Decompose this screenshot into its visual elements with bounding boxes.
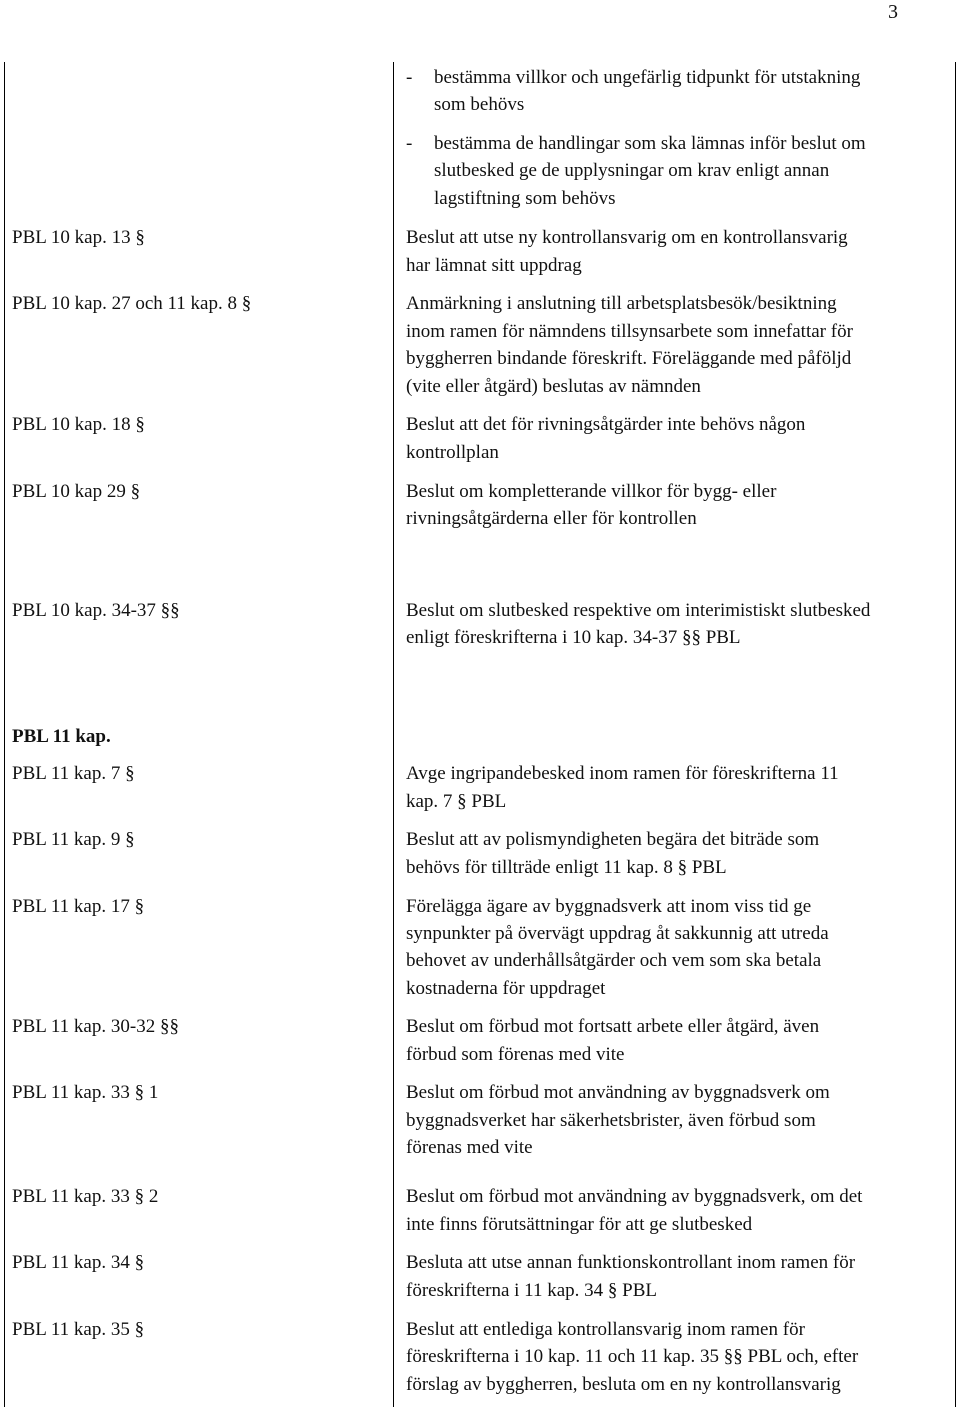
decision-text: byggnadsverket har säkerhetsbrister, även förbud som [406,1110,816,1131]
decision-text: inom ramen för nämndens tillsynsarbete som innefattar för [406,321,853,342]
decision-text: kontrollplan [406,442,499,463]
decision-text: Beslut om kompletterande villkor för bygg- eller [406,481,777,502]
decision-text: Besluta att utse annan funktionskontrollant inom ramen för [406,1252,856,1273]
decision-text: enligt föreskrifterna i 10 kap. 34-37 §§ PBL [406,627,741,648]
decision-text: synpunkter på övervägt uppdrag åt sakkunnig att utreda [406,923,829,944]
decision-text: Anmärkning i anslutning till arbetsplatsbesök/besiktning [406,293,837,314]
decision-text: behovet av underhållsåtgärder och vem som ska betala [406,950,822,971]
decision-text: Beslut att entlediga kontrollansvarig inom ramen för [406,1319,805,1340]
bullet-text: som behövs [434,94,525,115]
decision-text: Beslut att utse ny kontrollansvarig om en kontrollansvarig [406,227,848,248]
decision-text: förslag av byggherren, besluta om en ny kontrollansvarig [406,1374,841,1395]
legal-reference: PBL 10 kap. 18 § [12,414,145,435]
decision-text: Beslut om slutbesked respektive om interimistiskt slutbesked [406,600,871,621]
legal-reference: PBL 11 kap. 33 § 2 [12,1186,159,1207]
decision-text: förenas med vite [406,1137,533,1158]
legal-reference: PBL 10 kap 29 § [12,481,141,502]
bullet-text: slutbesked ge de upplysningar om krav enligt annan [434,160,830,181]
legal-reference: PBL 11 kap. 17 § [12,896,145,917]
decision-text: (vite eller åtgärd) beslutas av nämnden [406,376,701,397]
legal-reference: PBL 11 kap. 7 § [12,763,135,784]
decision-text: byggherren bindande föreskrift. Föreläggande med påföljd [406,348,852,369]
decision-text: Beslut att av polismyndigheten begära det biträde som [406,829,820,850]
bullet-text: bestämma de handlingar som ska lämnas inför beslut om [434,133,866,154]
decision-text: föreskrifterna i 10 kap. 11 och 11 kap. 35 §§ PBL och, efter [406,1346,859,1367]
decision-text: Beslut om förbud mot fortsatt arbete eller åtgärd, även [406,1016,820,1037]
decision-text: rivningsåtgärderna eller för kontrollen [406,508,697,529]
decision-text: Avge ingripandebesked inom ramen för föreskrifterna 11 [406,763,839,784]
section-heading: PBL 11 kap. [12,726,111,747]
legal-reference: PBL 11 kap. 35 § [12,1319,145,1340]
decision-text: inte finns förutsättningar för att ge slutbesked [406,1214,753,1235]
bullet-text: bestämma villkor och ungefärlig tidpunkt för utstakning [434,67,861,88]
legal-reference: PBL 11 kap. 9 § [12,829,135,850]
bullet-dash: - [406,133,413,154]
legal-reference: PBL 10 kap. 27 och 11 kap. 8 § [12,293,252,314]
legal-reference: PBL 11 kap. 33 § 1 [12,1082,159,1103]
legal-reference: PBL 10 kap. 13 § [12,227,145,248]
decision-text: kap. 7 § PBL [406,791,507,812]
decision-text: kostnaderna för uppdraget [406,978,606,999]
decision-text: Beslut om förbud mot användning av byggnadsverk, om det [406,1186,863,1207]
legal-reference: PBL 11 kap. 34 § [12,1252,145,1273]
decision-text: behövs för tillträde enligt 11 kap. 8 § PBL [406,857,727,878]
decision-text: förbud som förenas med vite [406,1044,625,1065]
decision-text: har lämnat sitt uppdrag [406,255,582,276]
decision-text: Beslut att det för rivningsåtgärder inte behövs någon [406,414,806,435]
legal-reference: PBL 11 kap. 30-32 §§ [12,1016,179,1037]
bullet-dash: - [406,67,413,88]
decision-text: Beslut om förbud mot användning av byggnadsverk om [406,1082,830,1103]
table-right-border [955,62,956,1407]
decision-text: Förelägga ägare av byggnadsverk att inom viss tid ge [406,896,812,917]
decision-text: föreskrifterna i 11 kap. 34 § PBL [406,1280,657,1301]
legal-reference: PBL 10 kap. 34-37 §§ [12,600,180,621]
bullet-text: lagstiftning som behövs [434,188,616,209]
table-left-border [4,62,5,1407]
table-column-divider [393,62,394,1407]
page-number: 3 [888,1,898,23]
